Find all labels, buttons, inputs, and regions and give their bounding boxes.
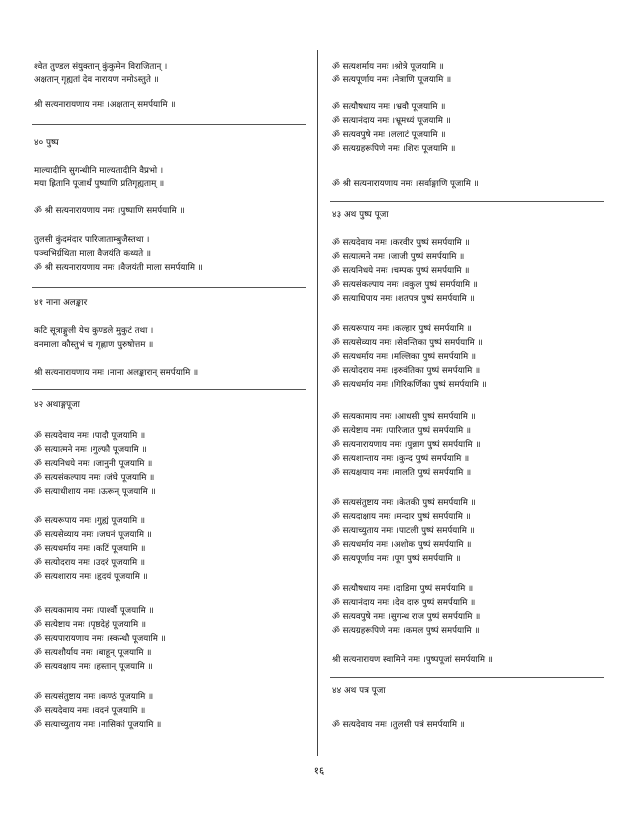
verse-line: मया ह्रितानि पूजार्थं पुष्पाणि प्रतिगृह्यताम् ॥ xyxy=(34,179,165,189)
mantra-line: ॐ सत्यरूपाय नमः ।कल्हार पुष्पं समर्पयामि ॥ xyxy=(332,324,472,334)
mantra-line: ॐ सत्यकामाय नमः ।आधसी पुष्पं समर्पयामि ॥ xyxy=(332,412,476,422)
mantra-line: ॐ सत्यपूर्णाय नमः ।पूग पुष्पं समर्पयामि ॥ xyxy=(332,554,461,564)
mantra-line: ॐ सत्यसंतुष्टाय नमः ।केतकी पुष्पं समर्पयामि ॥ xyxy=(332,498,476,508)
mantra-line: ॐ सत्यग्रहरूपिणे नमः ।कमल पुष्पं समर्पयामि ॥ xyxy=(332,626,480,636)
mantra-line: ॐ सत्यसेव्याय नमः ।जघनं पूजयामि ॥ xyxy=(34,530,152,540)
mantra-line: ॐ सत्याधिपाय नमः ।शतपत्र पुष्पं समर्पयामि ॥ xyxy=(332,294,475,304)
column-divider xyxy=(317,50,318,756)
mantra-line: ॐ सत्यनारायणाय नमः ।पुन्नाग पुष्पं समर्पयामि ॥ xyxy=(332,440,481,450)
mantra-line: ॐ सत्योदराय नमः ।उदरं पूजयामि ॥ xyxy=(34,558,145,568)
mantra-line: ॐ सत्यनिधये नमः ।चम्पक पुष्पं समर्पयामि ॥ xyxy=(332,266,470,276)
mantra-line: ॐ सत्यशाराय नमः ।हृदयं पूजयामि ॥ xyxy=(34,572,148,582)
verse-line: तुलसी कुंदमंदार पारिजाताम्बुजैस्तथा । xyxy=(34,235,150,245)
mantra-line: ॐ श्री सत्यनारायणाय नमः ।सर्वाङ्गाणि पूजामि ॥ xyxy=(332,179,479,189)
mantra-line: ॐ सत्यनिधये नमः ।जानुनी पूजयामि ॥ xyxy=(34,459,153,469)
mantra-line: ॐ सत्यवपुषे नमः ।ललाटं पूजयामि ॥ xyxy=(332,130,446,140)
mantra-line: ॐ सत्यदेवाय नमः ।करवीर पुष्पं समर्पयामि ॥ xyxy=(332,238,470,248)
mantra-line: ॐ सत्यधर्माय नमः ।कटिं पूजयामि ॥ xyxy=(34,544,146,554)
intro-line-2: अक्षतान् गृह्यतां देव नारायण नमोऽस्तुते ॥ xyxy=(34,75,159,85)
mantra-line: ॐ सत्यग्रहरूपिणे नमः ।शिरः पूजयामि ॥ xyxy=(332,144,456,154)
mantra-line: ॐ सत्यरूपाय नमः ।गुह्यं पूजयामि ॥ xyxy=(34,516,146,526)
page-number: १६ xyxy=(313,766,325,777)
section-heading-44: ४४ अथ पत्र पूजा xyxy=(332,686,386,696)
mantra-line: ॐ सत्याच्युताय नमः ।पाटली पुष्पं समर्पयामि ॥ xyxy=(332,526,475,536)
verse-line: पञ्चभिर्ग्रथिता माला वैजयंति कथ्यते ॥ xyxy=(34,249,152,259)
mantra-line: ॐ सत्यपूर्णाय नमः ।नेत्राणि पूजयामि ॥ xyxy=(332,75,452,85)
mantra-line: ॐ सत्यदेवाय नमः ।पादौ पूजयामि ॥ xyxy=(34,431,146,441)
mantra-line: ॐ सत्येष्टाय नमः ।पारिजात पुष्पं समर्पयामि ॥ xyxy=(332,426,472,436)
mantra-line: ॐ सत्यसंकल्पाय नमः ।वकुल पुष्पं समर्पयामि ॥ xyxy=(332,280,478,290)
mantra-line: ॐ सत्यवपुषे नमः ।सुगन्ध राज पुष्पं समर्पयामि ॥ xyxy=(332,612,481,622)
section-rule xyxy=(330,201,604,202)
mantra-line: ॐ सत्यवक्षाय नमः ।हस्तान् पूजयामि ॥ xyxy=(34,662,153,672)
mantra-line: ॐ सत्यसंतुष्टाय नमः ।कण्ठं पूजयामि ॥ xyxy=(34,692,154,702)
section-heading-41: ४१ नाना अलङ्कार xyxy=(34,298,88,308)
mantra-line: ॐ सत्यशर्माय नमः ।श्रोत्रे पूजयामि ॥ xyxy=(332,62,444,72)
mantra-line: ॐ सत्योदराय नमः ।इरुवंतिका पुष्पं समर्पयामि ॥ xyxy=(332,366,481,376)
mantra-line: ॐ सत्यधर्माय नमः ।गिरिकर्णिका पुष्पं समर्पयामि ॥ xyxy=(332,380,487,390)
mantra-line: ॐ सत्येष्टाय नमः ।पृष्ठदेहं पूजयामि ॥ xyxy=(34,620,146,630)
section-rule xyxy=(32,287,306,288)
intro-line-1: श्वेत तुण्डल संयुक्तान् कुंकुमेन विराजितान् । xyxy=(34,62,168,72)
mantra-line: श्री सत्यनारायण स्वामिने नमः ।पुष्पपूजां समर्पयामि ॥ xyxy=(332,655,493,665)
mantra-line: ॐ सत्यदेवाय नमः ।तुलसी पत्रं समर्पयामि ॥ xyxy=(332,720,465,730)
mantra-line: ॐ सत्यधर्माय नमः ।अशोक पुष्पं समर्पयामि ॥ xyxy=(332,540,472,550)
mantra-line: ॐ सत्यात्मने नमः ।गुल्फौ पूजयामि ॥ xyxy=(34,445,147,455)
mantra-line: श्री सत्यनारायणाय नमः ।नाना अलङ्कारान् समर्पयामि ॥ xyxy=(34,368,199,378)
mantra-line: ॐ सत्यौषधाय नमः ।भ्रवौ पूजयामि ॥ xyxy=(332,102,446,112)
section-heading-40: ४० पुष्प xyxy=(34,138,59,148)
mantra-line: ॐ सत्यौषधाय नमः ।दाडिमा पुष्पं समर्पयामि ॥ xyxy=(332,584,474,594)
mantra-line: ॐ सत्यपारायणाय नमः ।स्कन्धौ पूजयामि ॥ xyxy=(34,634,166,644)
section-rule xyxy=(32,389,306,390)
mantra-line: ॐ सत्यदाक्षाय नमः ।मन्दार पुष्पं समर्पयामि ॥ xyxy=(332,512,471,522)
mantra-line: ॐ सत्याच्युताय नमः ।नासिकां पूजयामि ॥ xyxy=(34,720,162,730)
verse-line: माल्यादीनि सुगन्धीनि माल्यतादीनि वैप्रभो । xyxy=(34,166,164,176)
mantra-line: ॐ सत्यानंदाय नमः ।भ्रूमध्यं पूजयामि ॥ xyxy=(332,116,451,126)
mantra-line: ॐ श्री सत्यनारायणाय नमः ।वैजयंती माला समर्पयामि ॥ xyxy=(34,263,203,273)
section-rule xyxy=(330,677,604,678)
mantra-line: ॐ सत्यशान्ताय नमः ।कुन्द पुष्पं समर्पयामि ॥ xyxy=(332,454,470,464)
mantra-line: ॐ सत्यदेवाय नमः ।वदनं पूजयामि ॥ xyxy=(34,706,146,716)
intro-closing-line: श्री सत्यनारायणाय नमः ।अक्षतान् समर्पयामि ॥ xyxy=(34,100,176,110)
mantra-line: ॐ सत्यसंकल्पाय नमः ।जंघे पूजयामि ॥ xyxy=(34,473,155,483)
mantra-line: ॐ सत्यक्षयाय नमः ।मालति पुष्पं समर्पयामि ॥ xyxy=(332,468,472,478)
mantra-line: ॐ सत्यशौर्याय नमः ।बाहून् पूजयामि ॥ xyxy=(34,648,152,658)
section-heading-43: ४३ अथ पुष्प पूजा xyxy=(332,210,389,220)
mantra-line: ॐ सत्यात्मने नमः ।जाजी पुष्पं समर्पयामि ॥ xyxy=(332,252,465,262)
verse-line: कटि सूत्राङ्गुली येच कुण्डले मुकुटं तथा । xyxy=(34,326,154,336)
mantra-line: ॐ सत्याधीशाय नमः ।ऊरून् पूजयामि ॥ xyxy=(34,487,156,497)
mantra-line: ॐ सत्यसेव्याय नमः ।सेवन्तिका पुष्पं समर्पयामि ॥ xyxy=(332,338,483,348)
verse-line: वनमाला कौस्तुभं च गृह्णाण पुरुषोत्तम ॥ xyxy=(34,340,154,350)
section-rule xyxy=(32,124,306,125)
section-heading-42: ४२ अथाङ्गपूजा xyxy=(34,400,80,410)
mantra-line: ॐ सत्यानंदाय नमः ।देव दारु पुष्पं समर्पयामि ॥ xyxy=(332,598,476,608)
mantra-line: ॐ श्री सत्यनारायणाय नमः ।पुष्पाणि समर्पयामि ॥ xyxy=(34,206,185,216)
mantra-line: ॐ सत्यधर्माय नमः ।मल्लिका पुष्पं समर्पयामि ॥ xyxy=(332,352,477,362)
mantra-line: ॐ सत्यकामाय नमः ।पार्श्वौ पूजयामि ॥ xyxy=(34,606,154,616)
